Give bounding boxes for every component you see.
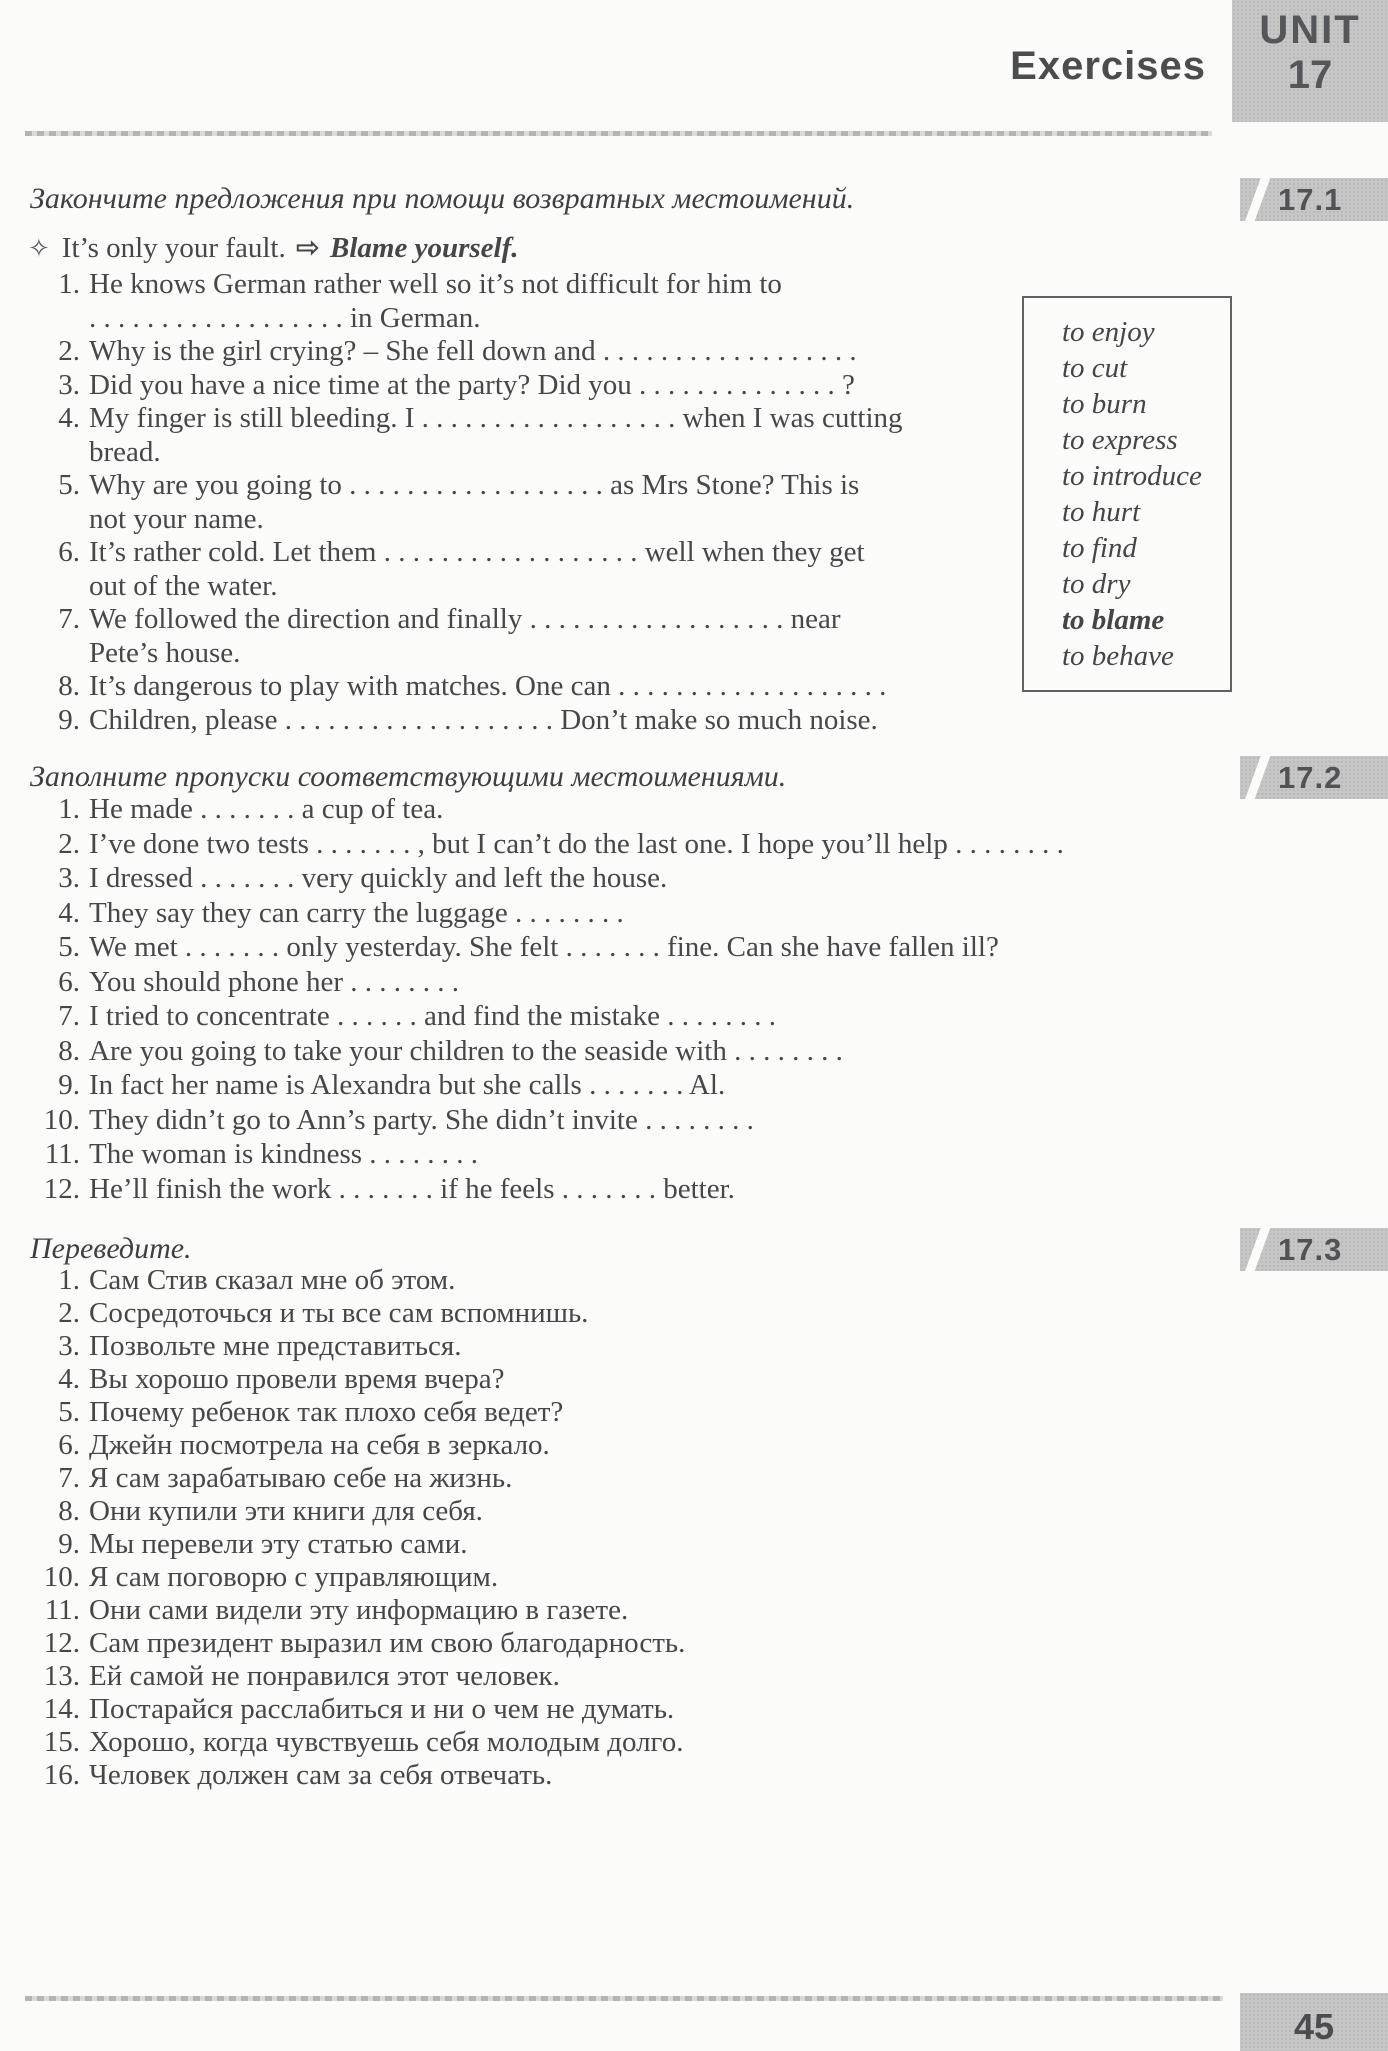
list-item [30, 1264, 1360, 1297]
verb-option: to express [1062, 424, 1178, 456]
list-item [30, 1297, 1360, 1330]
list-item [30, 1330, 1360, 1363]
list-item-number: 5. [58, 1396, 80, 1428]
text-line: He’ll finish the work . . . . . . . if he feels . . . . . . . better. [89, 1172, 735, 1205]
text-line: Постарайся расслабиться и ни о чем не думать. [89, 1693, 675, 1725]
list-item-text [89, 861, 1360, 896]
text-line: not your name. [89, 502, 264, 535]
list-item [30, 1495, 1360, 1528]
list-item-text [89, 603, 1030, 670]
list-item [30, 704, 1030, 738]
instruction-17-2: Заполните пропуски соответствующими местоимениями. [30, 760, 787, 793]
list-item-number: 1. [58, 1264, 80, 1296]
list-item [30, 469, 1030, 536]
text-line: Я сам зарабатываю себе на жизнь. [89, 1462, 513, 1494]
list-item-number: 2. [58, 827, 80, 860]
text-line: He knows German rather well so it’s not difficult for him to [89, 268, 782, 300]
section-badge-17-1: 17.1 [1240, 178, 1388, 221]
list-item-text [89, 1627, 1360, 1660]
list-item-text [89, 999, 1360, 1034]
section-badge-17-3: 17.3 [1240, 1228, 1388, 1271]
list-item-text [89, 335, 1030, 369]
instruction-17-1: Закончите предложения при помощи возвратных местоимений. [30, 182, 855, 215]
list-item-number: 2. [58, 1297, 80, 1329]
text-line: I’ve done two tests . . . . . . . , but I can’t do the last one. I hope you’ll help . . . . . . . . [89, 827, 1064, 860]
text-line: Did you have a nice time at the party? Did you . . . . . . . . . . . . . . ? [89, 368, 855, 401]
list-item-number: 9. [58, 1069, 80, 1101]
list-item [30, 1034, 1360, 1069]
list-item-text [89, 827, 1360, 862]
verb-option: to blame [1062, 604, 1165, 636]
unit-header-box [1232, 0, 1388, 122]
list-item [30, 861, 1360, 896]
text-line: Сам президент выразил им свою благодарность. [89, 1627, 686, 1659]
section-head-17-1 [30, 182, 1388, 230]
verb-option: to find [1062, 532, 1137, 564]
list-item-number: 10. [43, 1103, 80, 1136]
example-answer: Blame yourself. [330, 232, 519, 264]
verb-choice-box [1022, 296, 1232, 692]
list-item-text [89, 1034, 1360, 1069]
example-prompt: It’s only your fault. [61, 232, 286, 264]
list-item-text [89, 704, 1030, 738]
text-line: bread. [89, 435, 161, 468]
list-item [30, 965, 1360, 1000]
list-item-number: 5. [58, 931, 80, 963]
verb-option: to behave [1062, 640, 1174, 672]
verb-option: to enjoy [1062, 316, 1155, 348]
list-item-number: 3. [58, 1330, 80, 1362]
list-item [30, 1103, 1360, 1138]
page-number-box [1240, 1993, 1388, 2051]
list-item [30, 335, 1030, 369]
text-line: Хорошо, когда чувствуешь себя молодым долго. [89, 1726, 684, 1758]
list-item [30, 1396, 1360, 1429]
list-item-number: 8. [58, 1495, 80, 1527]
section-badge-17-2: 17.2 [1240, 756, 1388, 799]
list-item [30, 1528, 1360, 1561]
list-item-number: 8. [58, 670, 80, 702]
list-item-number: 3. [58, 368, 80, 401]
verb-option: to introduce [1062, 460, 1202, 492]
list-item [30, 670, 1030, 704]
text-line: Джейн посмотрела на себя в зеркало. [89, 1429, 550, 1461]
list-item [30, 1726, 1360, 1759]
list-item-text [89, 792, 1360, 827]
list-item [30, 1594, 1360, 1627]
list-item [30, 1172, 1360, 1207]
list-item-text [89, 268, 1030, 335]
verb-option: to hurt [1062, 496, 1141, 528]
footer-divider [25, 1996, 1223, 2001]
list-item [30, 1660, 1360, 1693]
list-item [30, 792, 1360, 827]
list-item-number: 9. [58, 703, 80, 736]
text-line: Вы хорошо провели время вчера? [89, 1363, 505, 1395]
text-line: out of the water. [89, 569, 278, 602]
list-item-text [89, 965, 1360, 1000]
list-item-text [89, 1528, 1360, 1561]
text-line: Are you going to take your children to the seaside with . . . . . . . . [89, 1034, 843, 1067]
text-line: The woman is kindness . . . . . . . . [89, 1138, 479, 1170]
text-line: In fact her name is Alexandra but she calls . . . . . . . Al. [89, 1069, 726, 1101]
list-item [30, 1462, 1360, 1495]
list-item-text [89, 1726, 1360, 1759]
list-item-number: 12. [43, 1172, 80, 1205]
list-item-number: 13. [43, 1660, 80, 1692]
list-item [30, 1363, 1360, 1396]
list-item [30, 1693, 1360, 1726]
text-line: Children, please . . . . . . . . . . . . . . . . . . . Don’t make so much noise. [89, 703, 878, 736]
text-line: Ей самой не понравился этот человек. [89, 1660, 560, 1692]
list-item-text [89, 369, 1030, 403]
list-item-number: 11. [44, 1594, 80, 1626]
text-line: . . . . . . . . . . . . . . . . . . in German. [89, 301, 481, 334]
list-item-number: 3. [58, 862, 80, 894]
list-item-number: 1. [58, 793, 80, 825]
list-item-number: 10. [43, 1561, 80, 1593]
text-line: Сосредоточься и ты все сам вспомнишь. [89, 1297, 589, 1329]
list-item-text [89, 1264, 1360, 1297]
list-item [30, 896, 1360, 931]
list-item-text [89, 670, 1030, 704]
list-item-text [89, 1137, 1360, 1172]
text-line: Они купили эти книги для себя. [89, 1495, 483, 1527]
text-line: They say they can carry the luggage . . . . . . . . [89, 896, 624, 929]
text-line: I dressed . . . . . . . very quickly and left the house. [89, 862, 668, 894]
list-item-number: 6. [58, 1429, 80, 1461]
example-line [28, 230, 519, 265]
list-item-text [89, 1429, 1360, 1462]
list-item [30, 1561, 1360, 1594]
list-item-text [89, 469, 1030, 536]
exercise-list-17-3 [30, 1264, 1360, 1792]
verb-option: to dry [1062, 568, 1131, 600]
header-divider [25, 131, 1212, 136]
list-item-number: 6. [58, 536, 80, 568]
list-item [30, 1137, 1360, 1172]
list-item-number: 4. [58, 402, 80, 434]
list-item [30, 999, 1360, 1034]
list-item [30, 1068, 1360, 1103]
list-item-text [89, 1363, 1360, 1396]
list-item-number: 15. [43, 1726, 80, 1758]
list-item-text [89, 1068, 1360, 1103]
list-item-text [89, 1759, 1360, 1792]
exercise-list-17-1 [30, 268, 1030, 737]
verb-option: to cut [1062, 352, 1128, 384]
text-line: It’s rather cold. Let them . . . . . . . . . . . . . . . . . . well when they get [89, 536, 865, 568]
page-number: 45 [1293, 2006, 1335, 2047]
list-item [30, 402, 1030, 469]
list-item-number: 9. [58, 1528, 80, 1560]
list-item-text [89, 536, 1030, 603]
text-line: We met . . . . . . . only yesterday. She felt . . . . . . . fine. Can she have fallen ill? [89, 931, 999, 963]
list-item [30, 1759, 1360, 1792]
list-item-number: 16. [43, 1759, 80, 1791]
list-item-text [89, 1462, 1360, 1495]
text-line: Позвольте мне представиться. [89, 1330, 462, 1362]
text-line: Они сами видели эту информацию в газете. [89, 1594, 629, 1626]
text-line: It’s dangerous to play with matches. One can . . . . . . . . . . . . . . . . . . . [89, 670, 887, 702]
list-item-number: 1. [58, 268, 80, 300]
list-item [30, 827, 1360, 862]
text-line: Сам Стив сказал мне об этом. [89, 1264, 456, 1296]
list-item-text [89, 1103, 1360, 1138]
list-item-number: 4. [58, 896, 80, 929]
list-item [30, 1429, 1360, 1462]
list-item-number: 4. [58, 1363, 80, 1395]
text-line: Why are you going to . . . . . . . . . . . . . . . . . . as Mrs Stone? This is [89, 469, 860, 501]
arrow-right-icon: ⇨ [295, 230, 321, 264]
list-item-text [89, 896, 1360, 931]
instruction-17-3: Переведите. [30, 1232, 192, 1265]
star-icon: ✧ [28, 234, 50, 264]
list-item-number: 11. [44, 1138, 80, 1170]
list-item-number: 5. [58, 469, 80, 501]
text-line: Почему ребенок так плохо себя ведет? [89, 1396, 564, 1428]
text-line: He made . . . . . . . a cup of tea. [89, 793, 444, 825]
text-line: Я сам поговорю с управляющим. [89, 1561, 499, 1593]
text-line: My finger is still bleeding. I . . . . . . . . . . . . . . . . . . when I was cutting [89, 402, 903, 434]
list-item-text [89, 1594, 1360, 1627]
list-item [30, 268, 1030, 335]
list-item-number: 7. [58, 1462, 80, 1494]
list-item-number: 12. [43, 1627, 80, 1659]
list-item [30, 603, 1030, 670]
unit-label: UNIT [1259, 8, 1361, 52]
list-item-text [89, 1561, 1360, 1594]
verb-option: to burn [1062, 388, 1147, 420]
list-item [30, 1627, 1360, 1660]
list-item-text [89, 930, 1360, 965]
text-line: Человек должен сам за себя отвечать. [89, 1759, 553, 1791]
text-line: Why is the girl crying? – She fell down and . . . . . . . . . . . . . . . . . . [89, 335, 857, 367]
list-item-text [89, 1660, 1360, 1693]
text-line: You should phone her . . . . . . . . [89, 965, 460, 998]
list-item [30, 369, 1030, 403]
exercise-list-17-2 [30, 792, 1360, 1206]
page-title: Exercises [1010, 44, 1206, 88]
list-item [30, 930, 1360, 965]
list-item [30, 536, 1030, 603]
list-item-text [89, 1297, 1360, 1330]
text-line: They didn’t go to Ann’s party. She didn’t invite . . . . . . . . [89, 1103, 754, 1136]
list-item-number: 7. [58, 603, 80, 635]
list-item-text [89, 1396, 1360, 1429]
list-item-number: 2. [58, 335, 80, 367]
list-item-text [89, 1693, 1360, 1726]
list-item-number: 7. [58, 1000, 80, 1032]
text-line: Мы перевели эту статью сами. [89, 1528, 468, 1560]
text-line: We followed the direction and finally . . . . . . . . . . . . . . . . . . near [89, 603, 841, 635]
text-line: I tried to concentrate . . . . . . and find the mistake . . . . . . . . [89, 1000, 776, 1032]
list-item-number: 8. [58, 1034, 80, 1067]
text-line: Pete’s house. [89, 636, 241, 669]
list-item-number: 6. [58, 965, 80, 998]
list-item-text [89, 1172, 1360, 1207]
unit-number: 17 [1287, 53, 1333, 97]
list-item-text [89, 1495, 1360, 1528]
list-item-text [89, 1330, 1360, 1363]
list-item-text [89, 402, 1030, 469]
list-item-number: 14. [43, 1693, 80, 1725]
